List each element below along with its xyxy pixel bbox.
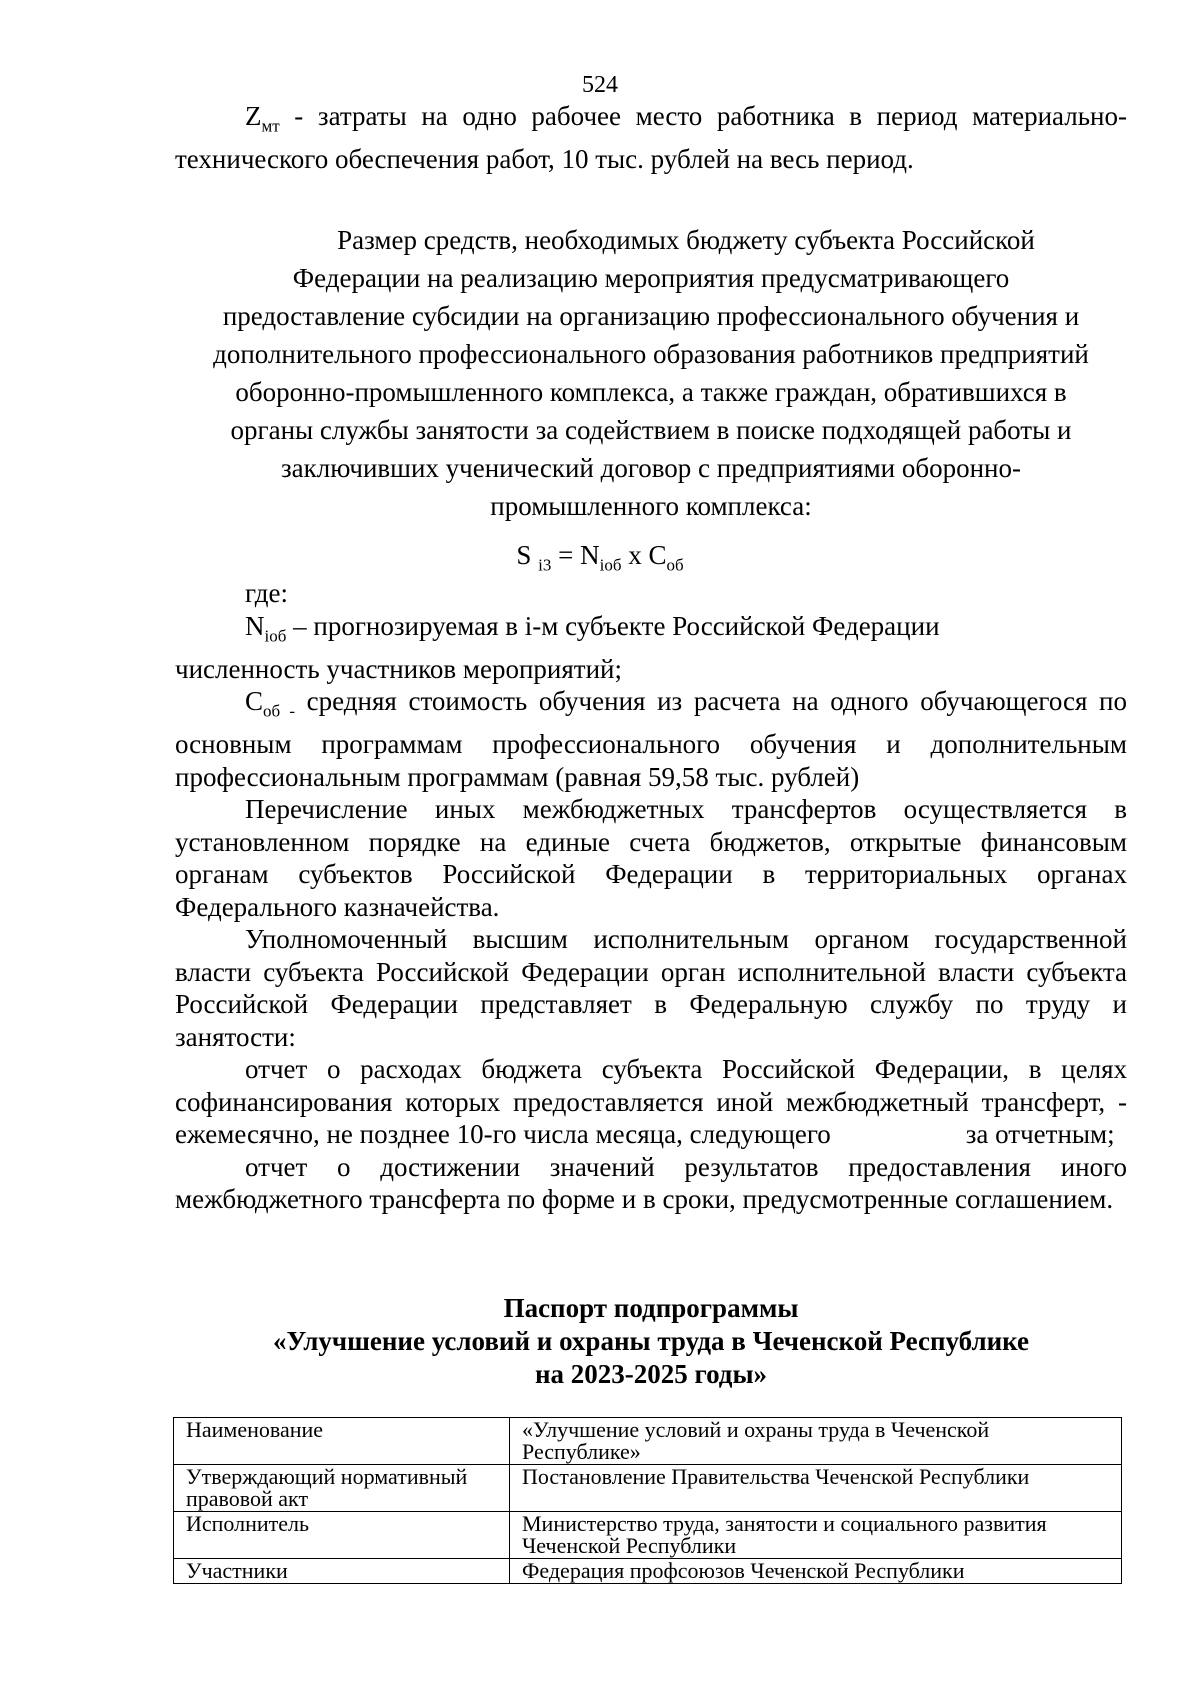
passport-table (173, 1417, 1122, 1584)
zmt-definition (175, 100, 1127, 175)
definitions-block (175, 610, 1134, 1216)
title-line: «Улучшение условий и охраны труда в Чеченской Республике (272, 1326, 1030, 1356)
row-label: Исполнитель (174, 1512, 510, 1559)
intro-paragraph (175, 100, 1127, 175)
heading-line: оборонно-промышленного комплекса, а также граждан, обратившихся в (235, 377, 1067, 407)
row-value: Министерство труда, занятости и социального развития Чеченской Республики (510, 1512, 1122, 1559)
c-subscript: об - (263, 701, 295, 721)
table-row (174, 1465, 1122, 1512)
report2-paragraph: отчет о достижении значений результатов предоставления иного межбюджетного трансферта по форме и в сроки, предусмотренные соглашением. (175, 1151, 1127, 1215)
title-line: на 2023-2025 годы» (534, 1359, 768, 1389)
n-subscript: iоб (264, 626, 287, 646)
heading-line: Размер средств, необходимых бюджету субъекта Российской (337, 225, 1035, 255)
n-definition-cont: численность участников мероприятий; (175, 653, 622, 684)
heading-line: заключивших ученический договор с предприятиями оборонно- (281, 453, 1021, 483)
n-symbol: N (245, 611, 265, 641)
n-text: – прогнозируемая в i-м субъекте Российской Федерации (286, 611, 940, 641)
c-text: средняя стоимость обучения из расчета на одного обучающегося по основным программам профессионального обучения и дополнительным профессиональным программам (равная 59,58 тыс. рублей) (175, 686, 1128, 792)
zmt-subscript: мт (261, 116, 280, 136)
heading-line: промышленного комплекса: (490, 491, 812, 521)
formula-x: x C (621, 540, 667, 570)
formula (0, 539, 1200, 581)
heading-line: Федерации на реализацию мероприятия предусматривающего (292, 263, 1010, 293)
heading-line: органы службы занятости за содействием в поиске подходящей работы и (230, 415, 1072, 445)
heading-line: дополнительного профессионального образования работников предприятий (213, 339, 1089, 369)
n-definition (175, 610, 1127, 653)
passport-title (175, 1292, 1127, 1391)
authorized-paragraph: Уполномоченный высшим исполнительным органом государственной власти субъекта Российской Федерации орган исполнительной власти субъекта Российской Федерации представляет в Федеральную службу по труду и занятости: (175, 924, 1127, 1052)
c-definition (175, 685, 1127, 793)
row-value: «Улучшение условий и охраны труда в Чеченской Республике» (510, 1418, 1122, 1465)
formula-c-sub: об (666, 555, 684, 575)
transfer-paragraph: Перечисление иных межбюджетных трансфертов осуществляется в установленном порядке на единые счета бюджетов, открытые финансовым органам субъектов Российской Федерации в территориальных органах Федерального казначейства. (175, 794, 1127, 922)
table-row (174, 1418, 1122, 1465)
row-value: Федерация профсоюзов Чеченской Республики (510, 1559, 1122, 1584)
page-number: 524 (582, 72, 618, 98)
formula-n-sub: iоб (599, 555, 622, 575)
c-symbol: C (245, 686, 264, 717)
table-row (174, 1559, 1122, 1584)
formula-s: S (516, 540, 539, 570)
row-value: Постановление Правительства Чеченской Республики (510, 1465, 1122, 1512)
row-label: Участники (174, 1559, 510, 1584)
row-label: Утверждающий нормативный правовой акт (174, 1465, 510, 1512)
formula-eq: = N (551, 540, 600, 570)
section-heading (175, 221, 1127, 525)
row-label: Наименование (174, 1418, 510, 1465)
report1-paragraph: отчет о расходах бюджета субъекта Российской Федерации, в целях софинансирования которых предоставляется иной межбюджетный трансферт, - ежемесячно, не позднее 10-го числа месяца, следующего за отчетным; (175, 1054, 1134, 1150)
heading-line: предоставление субсидии на организацию профессионального обучения и (222, 301, 1080, 331)
table-row (174, 1512, 1122, 1559)
formula-s-sub: i3 (538, 555, 552, 575)
zmt-text: - затраты на одно рабочее место работника в период материально-технического обеспечения работ, 10 тыс. рублей на весь период. (175, 101, 1127, 174)
zmt-symbol: Z (245, 101, 262, 131)
title-line: Паспорт подпрограммы (503, 1293, 799, 1323)
where-label: где: (245, 578, 288, 608)
